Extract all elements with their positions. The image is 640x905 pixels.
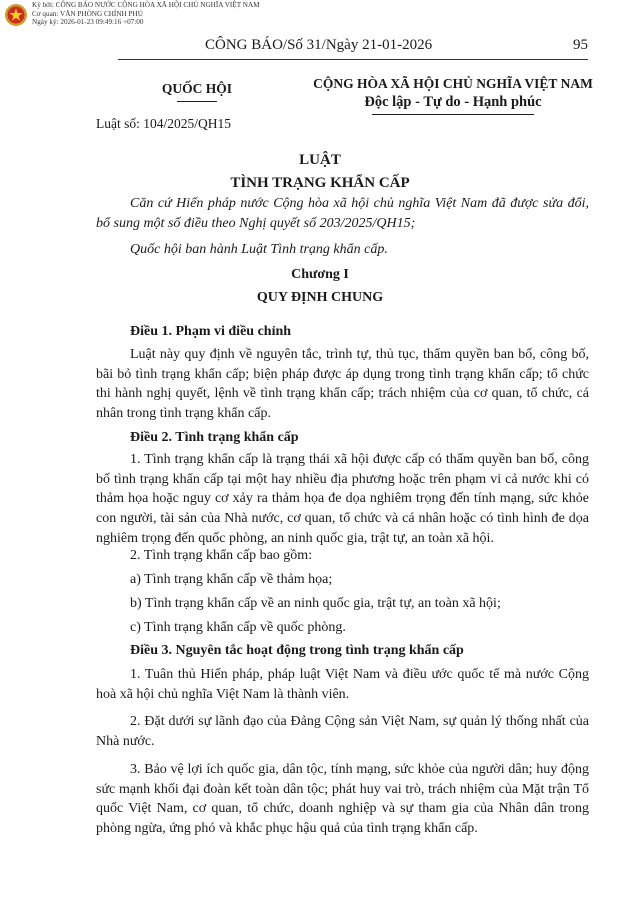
preamble-enactment: Quốc hội ban hành Luật Tình trạng khẩn cấp. — [130, 242, 388, 257]
article-heading: Điều 2. Tình trạng khẩn cấp — [130, 430, 299, 445]
article-paragraph: 2. Tình trạng khẩn cấp bao gồm: — [130, 548, 313, 563]
issuer-block — [118, 81, 276, 102]
article-paragraph: 3. Bảo vệ lợi ích quốc gia, dân tộc, tính mạng, sức khỏe của người dân; huy động sức mạnh khối đại đoàn kết toàn dân tộc; phát huy vai trò, trách nhiệm của Mặt trận Tổ quốc Việt Nam, cơ quan, tổ chức, doanh nghiệp và sự tham gia của Nhân dân trong phòng ngừa, ứng phó và khắc phục hậu quả của tình trạng khẩn cấp. — [96, 762, 589, 837]
document-title: TÌNH TRẠNG KHẨN CẤP — [230, 175, 410, 191]
header-rule — [118, 59, 588, 60]
article-paragraph: 1. Tình trạng khẩn cấp là trạng thái xã hội được cấp có thẩm quyền ban bố, công bố tình trạng khẩn cấp tại một hay nhiều địa phương hoặc trên phạm vi cả nước khi có thảm họa hoặc nguy cơ xảy ra thảm họa đe dọa nghiêm trọng đến tính mạng, sức khỏe con người, tài sản của Nhà nước, cơ quan, tổ chức và cá nhân hoặc có tình hình đe dọa nghiêm trọng đến quốc phòng, an ninh quốc gia, trật tự, an toàn xã hội. — [96, 452, 589, 546]
article-paragraph: c) Tình trạng khẩn cấp về quốc phòng. — [130, 620, 346, 635]
document-type: LUẬT — [299, 152, 341, 168]
chapter-title: QUY ĐỊNH CHUNG — [256, 290, 384, 305]
country-name: CỘNG HÒA XÃ HỘI CHỦ NGHĨA VIỆT NAM — [313, 76, 593, 91]
article-paragraph: Luật này quy định về nguyên tắc, trình tự, thủ tục, thẩm quyền ban bố, công bố, bãi bỏ tình trạng khẩn cấp; biện pháp được áp dụng trong tình trạng khẩn cấp; tổ chức thi hành nghị quyết, lệnh về tình trạng khẩn cấp; trách nhiệm của cơ quan, tổ chức, cá nhân trong tình trạng khẩn cấp. — [96, 347, 589, 422]
article-paragraph: 1. Tuân thủ Hiến pháp, pháp luật Việt Nam và điều ước quốc tế mà nước Cộng hoà xã hội chủ nghĩa Việt Nam là thành viên. — [96, 667, 589, 702]
article-paragraph: a) Tình trạng khẩn cấp về thảm họa; — [130, 572, 333, 587]
signature-date: Ngày ký: 2026-01-23 09:49:16 +07:00 — [32, 18, 144, 27]
article-paragraph: b) Tình trạng khẩn cấp về an ninh quốc gia, trật tự, an toàn xã hội; — [130, 596, 501, 611]
digital-signature-block — [0, 0, 330, 36]
national-emblem-icon — [4, 3, 28, 27]
article-heading: Điều 3. Nguyên tắc hoạt động trong tình trạng khẩn cấp — [130, 643, 464, 658]
issuer-underline — [177, 101, 217, 102]
article-heading: Điều 1. Phạm vi điều chỉnh — [130, 324, 292, 339]
gazette-title: CÔNG BÁO/Số 31/Ngày 21-01-2026 — [205, 37, 433, 53]
motto-underline — [372, 114, 534, 115]
running-header — [205, 37, 588, 57]
national-motto: Độc lập - Tự do - Hạnh phúc — [364, 94, 542, 110]
law-number: Luật số: 104/2025/QH15 — [96, 116, 231, 131]
preamble-basis: Căn cứ Hiến pháp nước Cộng hòa xã hội chủ nghĩa Việt Nam đã được sửa đổi, bổ sung một số điều theo Nghị quyết số 203/2025/QH15; — [96, 196, 589, 231]
issuer-name: QUỐC HỘI — [161, 81, 233, 96]
article-paragraph: 2. Đặt dưới sự lãnh đạo của Đảng Cộng sản Việt Nam, sự quản lý thống nhất của Nhà nước. — [96, 714, 589, 749]
page-number: 95 — [573, 37, 588, 53]
chapter-number: Chương I — [291, 267, 349, 282]
signature-agency: Cơ quan: VĂN PHÒNG CHÍNH PHỦ — [32, 9, 143, 18]
signature-signer: Ký bởi: CÔNG BÁO NƯỚC CỘNG HÒA XÃ HỘI CHỦ NGHĨA VIỆT NAM — [32, 1, 260, 9]
national-header — [293, 76, 613, 115]
